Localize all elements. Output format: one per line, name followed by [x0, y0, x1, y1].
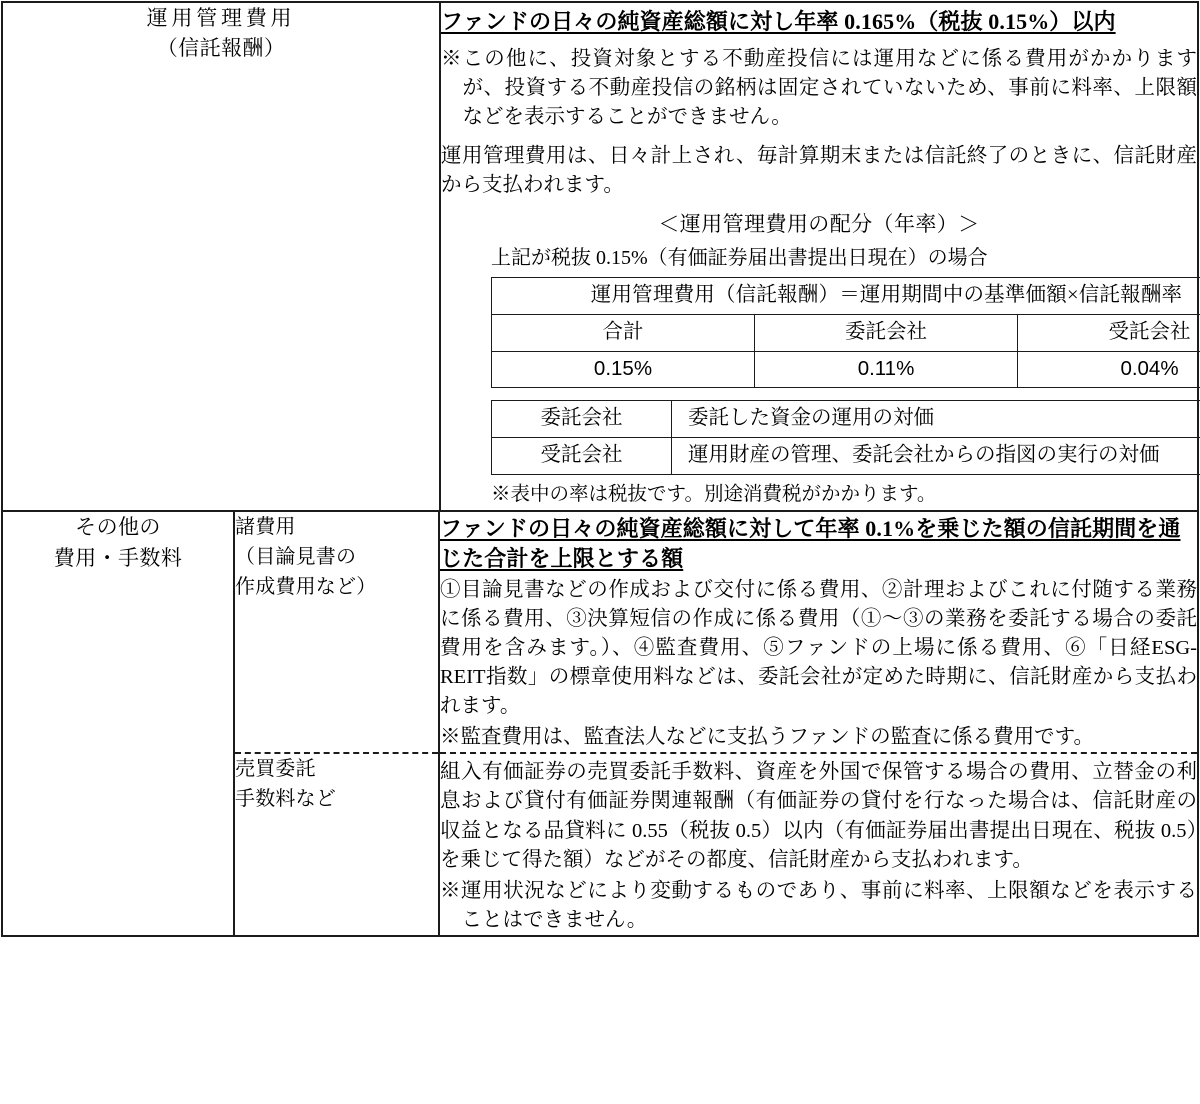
- sub-label-misc-expenses: [235, 512, 439, 753]
- table-row-other-fees: [2, 511, 1198, 936]
- table-row: [492, 438, 1200, 475]
- allocation-title: ＜運用管理費用の配分（年率）＞: [441, 210, 1197, 240]
- other-fees-item-trading: [235, 753, 1197, 935]
- allocation-col-trustor: 委託会社: [755, 315, 1018, 352]
- management-fee-para1: 運用管理費用は、日々計上され、毎計算期末または信託終了のときに、信託財産から支払われます。: [441, 142, 1197, 200]
- management-fee-tail-note: ※表中の率は税抜です。別途消費税がかかります。: [491, 481, 1197, 509]
- misc-expenses-heading: ファンドの日々の純資産総額に対して年率 0.1%を乗じた額の信託期間を通じた合計を上限とする額: [440, 514, 1197, 573]
- allocation-table-column-row: [492, 315, 1200, 352]
- roles-key-trustee: 受託会社: [492, 438, 672, 475]
- other-fees-subtable: [235, 512, 1197, 935]
- sub-label-trading-line1: 売買委託: [235, 754, 438, 784]
- sub-label-misc-line1: 諸費用: [235, 512, 438, 542]
- management-fee-label-line2: （信託報酬）: [3, 33, 439, 63]
- trading-commission-content: [439, 753, 1197, 935]
- management-fee-note1: ※この他に、投資対象とする不動産投信には運用などに係る費用がかかりますが、投資する不動産投信の銘柄は固定されていないため、事前に料率、上限額などを表示することができません。: [441, 45, 1197, 132]
- roles-value-trustor: 委託した資金の運用の対価: [672, 401, 1200, 438]
- misc-expenses-body: ①目論見書などの作成および交付に係る費用、②計理およびこれに付随する業務に係る費用、③決算短信の作成に係る費用（①～③の業務を委託する場合の委託費用を含みます。）、④監査費用、⑤ファンドの上場に係る費用、⑥「日経ESG-REIT指数」の標章使用料などは、委託会社が定めた時期に、信託財産から支払われます。: [440, 576, 1197, 722]
- roles-value-trustee: 運用財産の管理、委託会社からの指図の実行の対価: [672, 438, 1200, 475]
- trading-commission-body: 組入有価証券の売買委託手数料、資産を外国で保管する場合の費用、立替金の利息および貸付有価証券関連報酬（有価証券の貸付を行なった場合は、信託財産の収益となる品貸料に 0.55（税抜 0.5）以内（有価証券届出書提出日現在、税抜 0.5）を乗じて得た額）などがその都度、信託財産から支払われます。: [440, 758, 1197, 874]
- sub-label-misc-line3: 作成費用など）: [235, 572, 438, 602]
- fee-disclosure-table: [0, 1, 1200, 1104]
- allocation-table-value-row: [492, 351, 1200, 388]
- allocation-table: [491, 277, 1200, 388]
- allocation-value-trustee: 0.04%: [1018, 351, 1200, 388]
- allocation-table-header: 運用管理費用（信託報酬）＝運用期間中の基準価額×信託報酬率: [492, 278, 1200, 315]
- sub-label-misc-line2: （目論見書の: [235, 542, 438, 572]
- other-fees-item-misc: [235, 512, 1197, 753]
- management-fee-label-line1: 運用管理費用: [3, 3, 439, 33]
- allocation-col-total: 合計: [492, 315, 755, 352]
- allocation-value-total: 0.15%: [492, 351, 755, 388]
- other-fees-label-line1: その他の: [3, 512, 233, 542]
- sub-label-trading-line2: 手数料など: [235, 784, 438, 814]
- allocation-note: 上記が税抜 0.15%（有価証券届出書提出日現在）の場合: [441, 244, 1197, 272]
- misc-expenses-content: [439, 512, 1197, 753]
- allocation-col-trustee: 受託会社: [1018, 315, 1200, 352]
- roles-table: [491, 400, 1200, 474]
- management-fee-heading: ファンドの日々の純資産総額に対し年率 0.165%（税抜 0.15%）以内: [441, 7, 1197, 37]
- roles-key-trustor: 委託会社: [492, 401, 672, 438]
- allocation-value-trustor: 0.11%: [755, 351, 1018, 388]
- row-label-other-fees: [2, 511, 234, 936]
- misc-expenses-note: ※監査費用は、監査法人などに支払うファンドの監査に係る費用です。: [440, 723, 1197, 752]
- table-row: [492, 401, 1200, 438]
- table-row-management-fee: [2, 2, 1198, 511]
- allocation-table-header-row: [492, 278, 1200, 315]
- management-fee-content: [440, 2, 1198, 511]
- other-fees-label-line2: 費用・手数料: [3, 543, 233, 573]
- trading-commission-note: ※運用状況などにより変動するものであり、事前に料率、上限額などを表示することはできません。: [440, 877, 1197, 935]
- outer-table: [1, 1, 1199, 937]
- sub-label-trading-commission: [235, 753, 439, 935]
- row-label-management-fee: [2, 2, 440, 511]
- other-fees-body: [234, 511, 1198, 936]
